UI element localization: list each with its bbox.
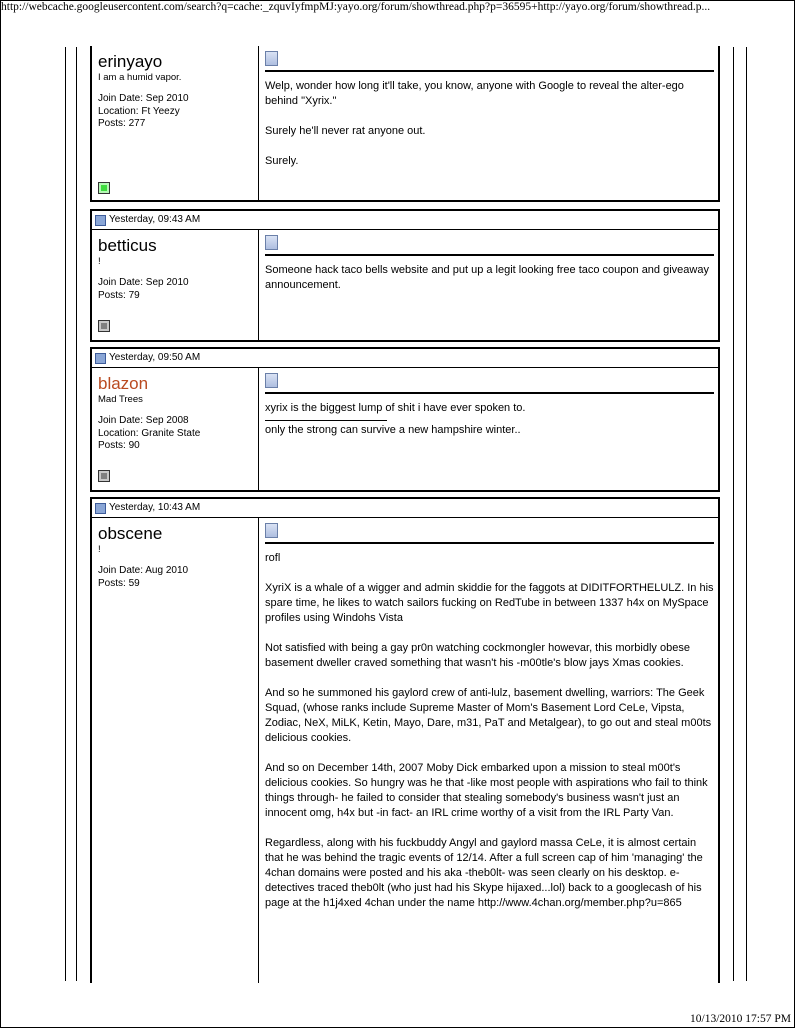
message-paragraph: And so he summoned his gaylord crew of anti-lulz, basement dwelling, warriors: The Geek Squad, (whose ranks include Supreme Master of Mom's Basement Lord CeLe, Vipsta, Zodiac, NeX, MiLK, Ketin, Mayo, Dare, m31, PaT and Metalgear), to go out and steal m00ts delicious cookies. [265, 687, 712, 744]
post-date-icon [95, 503, 106, 514]
post-count: Posts: 277 [98, 118, 146, 129]
post-icon [265, 373, 278, 388]
message-paragraph: Regardless, along with his fuckbuddy Angyl and gaylord massa CeLe, it is almost certain that he was behind the tragic events of 12/14. After a full screen cap of him 'managing' the 4chan domains were posted and his aka -theb0lt- was seen clearly on his desktop. e-detectives traced theb0lt (who just had his Skype hijaxed...lol) back to a googlecash of his page at the h1j4xed 4chan under the name http://www.4chan.org/member.php?u=865 [265, 837, 703, 909]
user-info [92, 230, 259, 340]
username-link[interactable]: betticus [98, 236, 157, 255]
message-paragraph: Welp, wonder how long it'll take, you know, anyone with Google to reveal the alter-ego behind "Xyrix." [265, 80, 684, 107]
user-location: Location: Granite State [98, 427, 201, 439]
post-count: Posts: 79 [98, 289, 140, 301]
join-date: Join Date: Sep 2010 [98, 93, 189, 104]
post-content [259, 230, 718, 340]
join-date: Join Date: Sep 2008 [98, 415, 189, 426]
page-border-left-outer [65, 47, 66, 981]
post-icon [265, 235, 278, 250]
post-header [92, 349, 718, 368]
user-title: ! [98, 256, 101, 267]
post-message [265, 263, 714, 293]
post-count: Posts: 90 [98, 440, 140, 451]
user-offline-icon [98, 320, 110, 332]
post-divider [265, 392, 714, 394]
message-paragraph: Surely he'll never rat anyone out. [265, 125, 426, 137]
post-header [92, 211, 718, 230]
post-divider [265, 254, 714, 256]
user-title: Mad Trees [98, 394, 143, 405]
page-border-left-inner [76, 47, 77, 981]
print-header-url: http://webcache.googleusercontent.com/search?q=cache:_zquvIyfmpMJ:yayo.org/forum/showthread.php?p=36595+http://yayo.org/forum/showthread.p... [1, 1, 711, 13]
post-divider [265, 542, 714, 544]
user-online-icon [98, 182, 110, 194]
post-content [259, 46, 718, 200]
post-message [265, 551, 714, 911]
user-location: Location: Ft Yeezy [98, 105, 180, 117]
post-header [92, 499, 718, 518]
post-icon [265, 523, 278, 538]
message-paragraph: xyrix is the biggest lump of shit i have ever spoken to. [265, 402, 526, 414]
post-timestamp: Yesterday, 09:50 AM [109, 352, 201, 363]
message-paragraph: rofl [265, 552, 281, 564]
post-content [259, 368, 718, 490]
page-border-right-outer [746, 47, 747, 981]
post-content [259, 518, 718, 983]
user-signature: only the strong can survive a new hampshire winter.. [265, 424, 521, 436]
post-timestamp: Yesterday, 10:43 AM [109, 502, 201, 513]
user-info [92, 46, 259, 200]
post-timestamp: Yesterday, 09:43 AM [109, 214, 201, 225]
message-paragraph: Not satisfied with being a gay pr0n watching cockmongler howevar, this morbidly obese basement dweller craved something that wasn't his -m00tle's blow jays Xmas cookies. [265, 642, 690, 669]
username-link[interactable]: blazon [98, 374, 149, 393]
page-border-right-inner [733, 47, 734, 981]
user-title: I am a humid vapor. [98, 72, 182, 83]
post-date-icon [95, 353, 106, 364]
print-footer-datetime: 10/13/2010 17:57 PM [690, 1013, 791, 1025]
message-paragraph: XyriX is a whale of a wigger and admin skiddie for the faggots at DIDITFORTHELULZ. In his spare time, he likes to watch sailors fucking on RedTube in between 1337 h4x on MySpace profiles using Windohs Vista [265, 582, 714, 624]
post [90, 46, 720, 202]
user-info [92, 518, 259, 983]
user-info [92, 368, 259, 490]
username-link[interactable]: obscene [98, 524, 163, 543]
post-message [265, 79, 714, 169]
post-message [265, 401, 714, 438]
post-date-icon [95, 215, 106, 226]
signature-divider [265, 420, 387, 421]
message-paragraph: And so on December 14th, 2007 Moby Dick embarked upon a mission to steal m00t's delicious cookies. So hungry was he that -like most people with aspirations who fail to think things through- he failed to consider that stealing somebody's business wasn't just an innocent omg, h4x but -in fact- an IRL crime worthy of a visit from the IRL Party Van. [265, 762, 708, 819]
join-date: Join Date: Sep 2010 [98, 277, 189, 288]
post [90, 347, 720, 492]
join-date: Join Date: Aug 2010 [98, 565, 189, 576]
post [90, 497, 720, 983]
user-title: ! [98, 544, 101, 555]
user-offline-icon [98, 470, 110, 482]
post-divider [265, 70, 714, 72]
post-count: Posts: 59 [98, 577, 140, 589]
username-link[interactable]: erinyayo [98, 52, 163, 71]
post [90, 209, 720, 342]
post-icon [265, 51, 278, 66]
message-paragraph: Someone hack taco bells website and put up a legit looking free taco coupon and giveaway announcement. [265, 264, 709, 291]
message-paragraph: Surely. [265, 155, 299, 167]
